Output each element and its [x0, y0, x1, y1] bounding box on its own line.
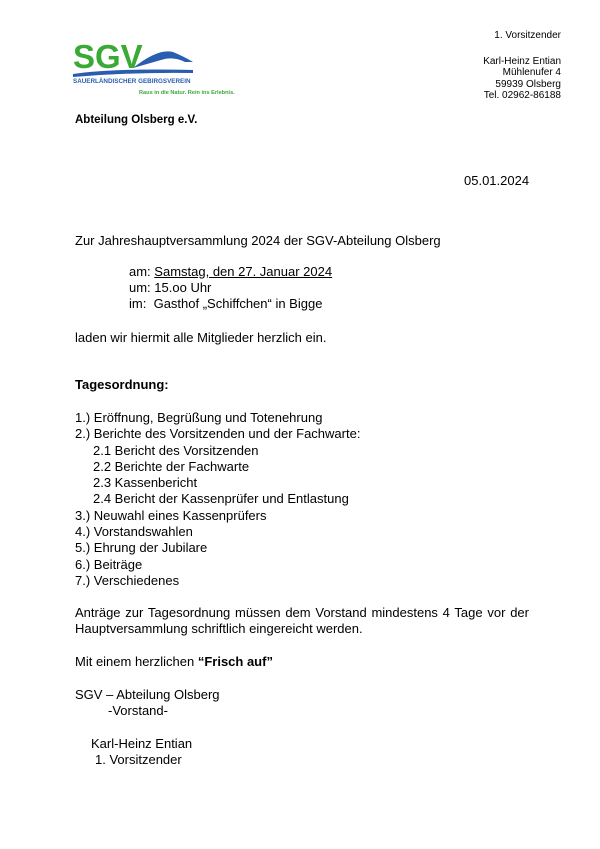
- sender-city: 59939 Olsberg: [495, 78, 561, 90]
- signature-role: 1. Vorsitzender: [95, 752, 182, 767]
- agenda-item: 1.) Eröffnung, Begrüßung und Totenehrung: [75, 410, 323, 425]
- detail-date-label: am:: [129, 264, 151, 279]
- agenda-title: Tagesordnung:: [75, 377, 169, 392]
- intro-text: Zur Jahreshauptversammlung 2024 der SGV-Abteilung Olsberg: [75, 233, 441, 248]
- greeting-prefix: Mit einem herzlichen: [75, 654, 198, 669]
- proposals-note: Anträge zur Tagesordnung müssen dem Vorstand mindestens 4 Tage vor der Hauptversammlung schriftlich eingereicht werden.: [75, 605, 529, 636]
- detail-date-row: [129, 264, 332, 280]
- agenda-item: 4.) Vorstandswahlen: [75, 524, 193, 540]
- meeting-details: [129, 264, 332, 312]
- sender-name: Karl-Heinz Entian: [483, 55, 561, 67]
- logo-org-name: SAUERLÄNDISCHER GEBIRGSVEREIN: [73, 78, 191, 85]
- agenda-subitem: 2.2 Berichte der Fachwarte: [93, 458, 250, 474]
- detail-time-row: [129, 280, 332, 296]
- invitation-text: laden wir hiermit alle Mitglieder herzlich ein.: [75, 330, 327, 345]
- sender-phone: Tel. 02962-86188: [483, 90, 561, 101]
- agenda-item: 3.) Neuwahl eines Kassenprüfers: [75, 507, 267, 523]
- detail-time-value: 15.oo Uhr: [154, 280, 212, 295]
- sender-role: 1. Vorsitzender: [494, 30, 561, 41]
- sgv-logo-graphic: [73, 38, 253, 98]
- detail-date-value: Samstag, den 27. Januar 2024: [154, 264, 333, 279]
- agenda-subitem: 2.3 Kassenbericht: [93, 475, 198, 491]
- sender-street: Mühlenufer 4: [502, 67, 561, 78]
- signature-person-block: [91, 736, 192, 768]
- logo-slogan: Raus in die Natur. Rein ins Erlebnis.: [139, 90, 235, 96]
- sgv-logo: [73, 38, 253, 98]
- signature-org: SGV – Abteilung Olsberg: [75, 687, 220, 702]
- letter-date: 05.01.2024: [464, 173, 530, 188]
- detail-place-label: im:: [129, 296, 147, 311]
- agenda-item: 7.) Verschiedenes: [75, 572, 180, 588]
- agenda-item: 2.) Berichte des Vorsitzenden und der Fachwarte:: [75, 426, 361, 442]
- signature-board: -Vorstand-: [108, 703, 168, 718]
- detail-place-row: [129, 296, 332, 312]
- signature-org-block: [75, 687, 220, 719]
- signature-name: Karl-Heinz Entian: [91, 736, 193, 751]
- logo-letters: SGV: [73, 38, 143, 75]
- greeting-bold: “Frisch auf”: [197, 654, 273, 669]
- agenda-item: 6.) Beiträge: [75, 556, 143, 572]
- agenda-list: [75, 410, 360, 589]
- department-name: Abteilung Olsberg e.V.: [75, 114, 198, 126]
- detail-place-value: Gasthof „Schiffchen“ in Bigge: [153, 296, 323, 311]
- detail-time-label: um:: [129, 280, 151, 295]
- agenda-subitem: 2.1 Bericht des Vorsitzenden: [93, 442, 259, 458]
- agenda-subitem: 2.4 Bericht der Kassenprüfer und Entlastung: [93, 491, 349, 507]
- greeting: [75, 654, 273, 669]
- agenda-item: 5.) Ehrung der Jubilare: [75, 540, 208, 556]
- sender-block: [483, 30, 561, 102]
